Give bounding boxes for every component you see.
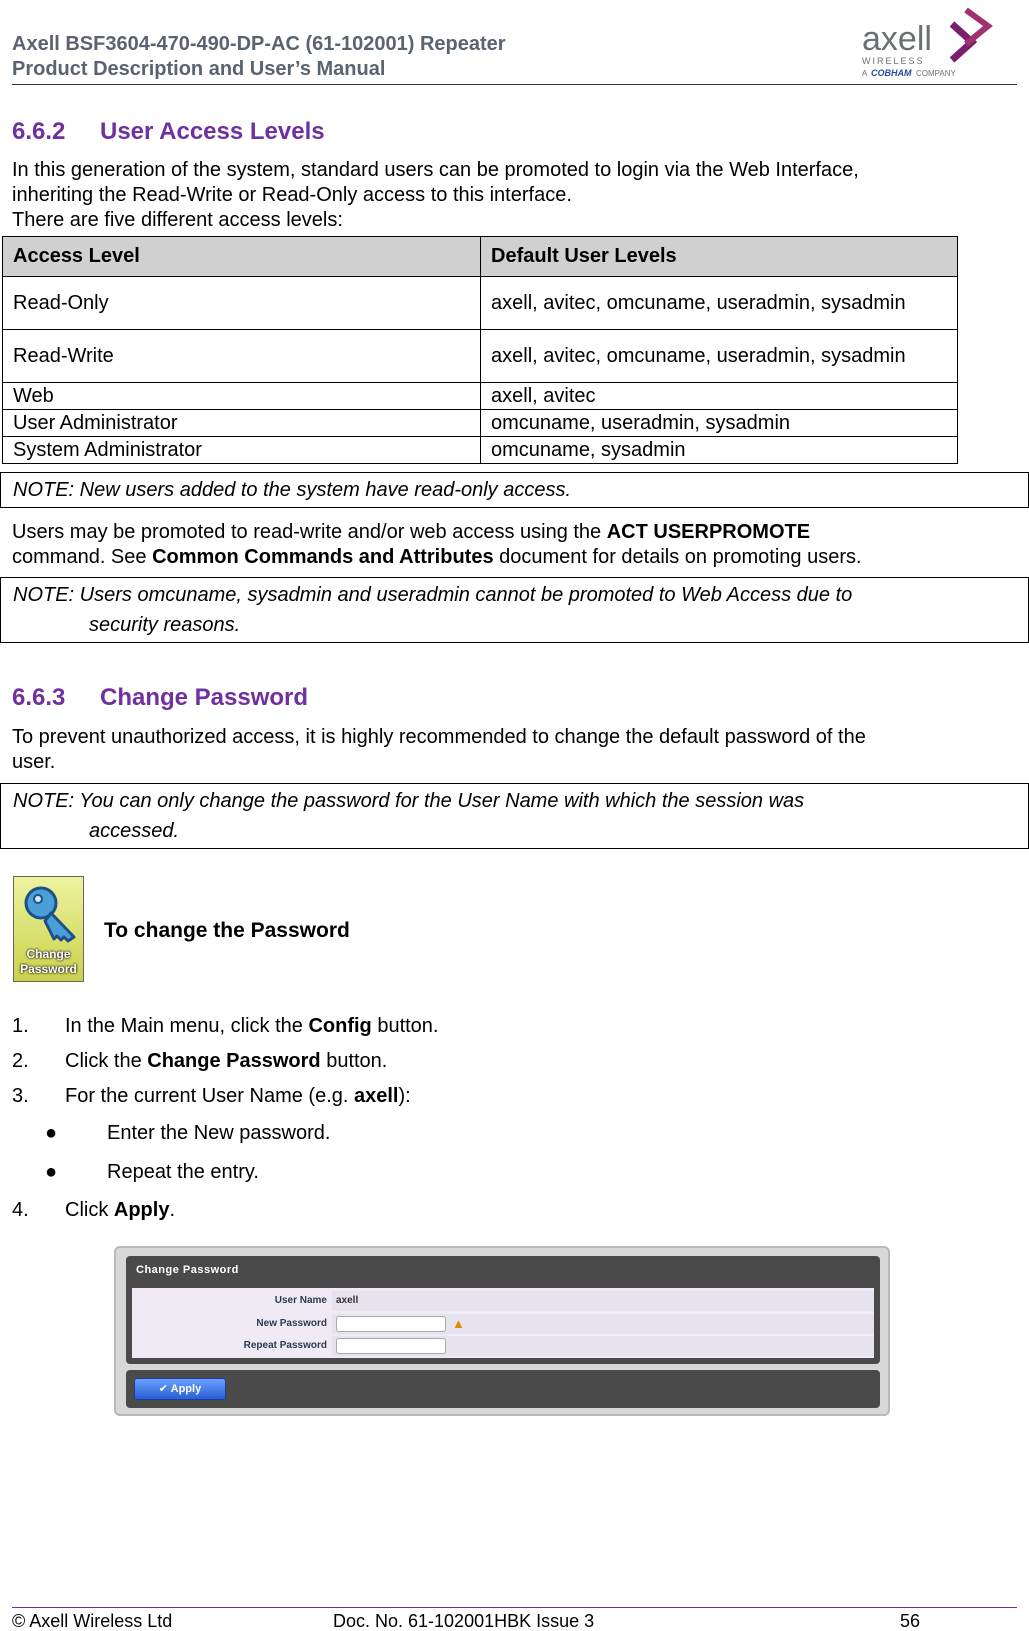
note-text: accessed.	[89, 820, 180, 842]
command-name: ACT USERPROMOTE	[606, 521, 811, 543]
new-password-label: New Password	[256, 1318, 327, 1329]
access-level-cell: User Administrator	[3, 410, 481, 437]
user-name-cell	[332, 1291, 874, 1311]
ui-reference: Change Password	[147, 1050, 321, 1072]
logo-chevron-2	[966, 10, 988, 44]
column-header: Access Level	[3, 237, 481, 277]
step-number: 4.	[12, 1199, 29, 1221]
text: Click	[65, 1199, 114, 1221]
header-divider	[12, 84, 1017, 85]
section-intro	[12, 158, 1012, 233]
logo-text: axell	[862, 20, 932, 58]
section-number: 6.6.3	[12, 684, 66, 711]
user-name-label: User Name	[274, 1295, 327, 1306]
note-text: NOTE: New users added to the system have read-only access.	[13, 479, 572, 501]
axell-wireless-logo	[860, 2, 1000, 80]
change-password-screenshot	[114, 1246, 890, 1416]
logo-sub: WIRELESS	[862, 56, 925, 66]
table-row	[3, 330, 958, 383]
document-header-title	[12, 32, 712, 82]
table-row	[3, 383, 958, 410]
footer-doc-number: Doc. No. 61-102001HBK Issue 3	[333, 1611, 595, 1631]
text: .	[169, 1199, 176, 1221]
table-header-row	[3, 237, 958, 277]
repeat-password-label: Repeat Password	[243, 1340, 327, 1351]
bullet-dot: ●	[45, 1161, 58, 1183]
repeat-password-cell	[332, 1336, 874, 1356]
panel-title: Change Password	[136, 1264, 239, 1276]
procedure-title: To change the Password	[104, 919, 350, 942]
repeat-password-input[interactable]	[336, 1338, 446, 1354]
step-1	[12, 1014, 438, 1039]
intro-line: user.	[12, 751, 56, 773]
section-heading-change-password	[12, 684, 308, 712]
table-row	[3, 277, 958, 330]
section-intro	[12, 725, 1012, 775]
section-number: 6.6.2	[12, 118, 66, 145]
footer-page-number: 56	[900, 1611, 921, 1631]
header-line-2: Product Description and User’s Manual	[12, 58, 386, 80]
icon-label	[14, 947, 83, 977]
icon-label-line: Change	[26, 947, 71, 961]
note-text: NOTE: Users omcuname, sysadmin and useradmin cannot be promoted to Web Access due to	[13, 584, 853, 606]
text: For the current User Name (e.g.	[65, 1085, 354, 1107]
apply-button[interactable]: ✔ Apply	[134, 1378, 226, 1400]
change-password-form	[132, 1288, 874, 1358]
new-password-cell	[332, 1314, 874, 1334]
access-level-cell: Read-Only	[3, 277, 481, 330]
column-header: Default User Levels	[481, 237, 958, 277]
text: command. See	[12, 546, 153, 568]
icon-label-line: Password	[20, 962, 77, 976]
table-row	[3, 437, 958, 464]
default-users-cell: omcuname, useradmin, sysadmin	[481, 410, 958, 437]
step-3	[12, 1084, 411, 1109]
text: Users may be promoted to read-write and/or web access using the	[12, 521, 607, 543]
ui-reference: Config	[308, 1015, 372, 1037]
action-bar	[126, 1370, 880, 1408]
intro-line: In this generation of the system, standard users can be promoted to login via the Web Interface,	[12, 159, 859, 181]
access-level-cell: Read-Write	[3, 330, 481, 383]
text: button.	[371, 1015, 439, 1037]
logo-tag-brand: COBHAM	[871, 68, 912, 78]
warning-icon: ▲	[452, 1316, 465, 1331]
section-title: Change Password	[100, 684, 309, 711]
intro-line: There are five different access levels:	[12, 209, 343, 231]
section-title: User Access Levels	[100, 118, 325, 145]
text: Enter the New password.	[107, 1122, 331, 1144]
repeat-password-row	[132, 1335, 874, 1357]
substep-2	[45, 1160, 259, 1185]
substep-1	[45, 1121, 330, 1146]
access-level-cell: System Administrator	[3, 437, 481, 464]
document-reference: Common Commands and Attributes	[152, 546, 494, 568]
intro-line: To prevent unauthorized access, it is highly recommended to change the default password of the	[12, 726, 866, 748]
default-users-cell: axell, avitec, omcuname, useradmin, sysadmin	[481, 330, 958, 383]
default-users-cell: axell, avitec	[481, 383, 958, 410]
user-name-row	[132, 1290, 874, 1312]
access-level-cell: Web	[3, 383, 481, 410]
step-number: 2.	[12, 1050, 29, 1072]
logo-tag-company: COMPANY	[916, 69, 956, 78]
note-web-access-restriction	[0, 577, 1029, 643]
note-text: security reasons.	[89, 614, 241, 636]
ui-reference: Apply	[113, 1199, 170, 1221]
new-password-row	[132, 1313, 874, 1335]
key-icon	[14, 877, 85, 947]
text: document for details on promoting users.	[493, 546, 862, 568]
step-4	[12, 1198, 175, 1223]
text: In the Main menu, click the	[65, 1015, 309, 1037]
bullet-dot: ●	[45, 1122, 58, 1144]
change-password-panel	[126, 1256, 880, 1364]
note-new-users	[0, 472, 1029, 508]
default-users-cell: omcuname, sysadmin	[481, 437, 958, 464]
new-password-input[interactable]	[336, 1316, 446, 1332]
intro-line: inheriting the Read-Write or Read-Only access to this interface.	[12, 184, 572, 206]
step-number: 1.	[12, 1015, 29, 1037]
footer-divider	[12, 1607, 1017, 1608]
change-password-key-icon	[13, 876, 84, 982]
default-users-cell: axell, avitec, omcuname, useradmin, sysadmin	[481, 277, 958, 330]
note-session-password	[0, 783, 1029, 849]
text: ):	[398, 1085, 411, 1107]
logo-tag-a: A	[862, 69, 868, 78]
text: Click the	[65, 1050, 148, 1072]
footer-copyright: © Axell Wireless Ltd	[12, 1611, 173, 1631]
section-heading-user-access-levels	[12, 118, 325, 146]
user-name-value: axell	[336, 1295, 359, 1306]
table-row	[3, 410, 958, 437]
access-levels-table	[2, 236, 958, 464]
step-number: 3.	[12, 1085, 29, 1107]
header-line-1: Axell BSF3604-470-490-DP-AC (61-102001) Repeater	[12, 33, 506, 55]
promote-paragraph	[12, 520, 1012, 570]
text: button.	[320, 1050, 388, 1072]
note-text: NOTE: You can only change the password for the User Name with which the session was	[13, 790, 805, 812]
text: Repeat the entry.	[107, 1161, 259, 1183]
step-2	[12, 1049, 387, 1074]
ui-reference: axell	[353, 1085, 399, 1107]
